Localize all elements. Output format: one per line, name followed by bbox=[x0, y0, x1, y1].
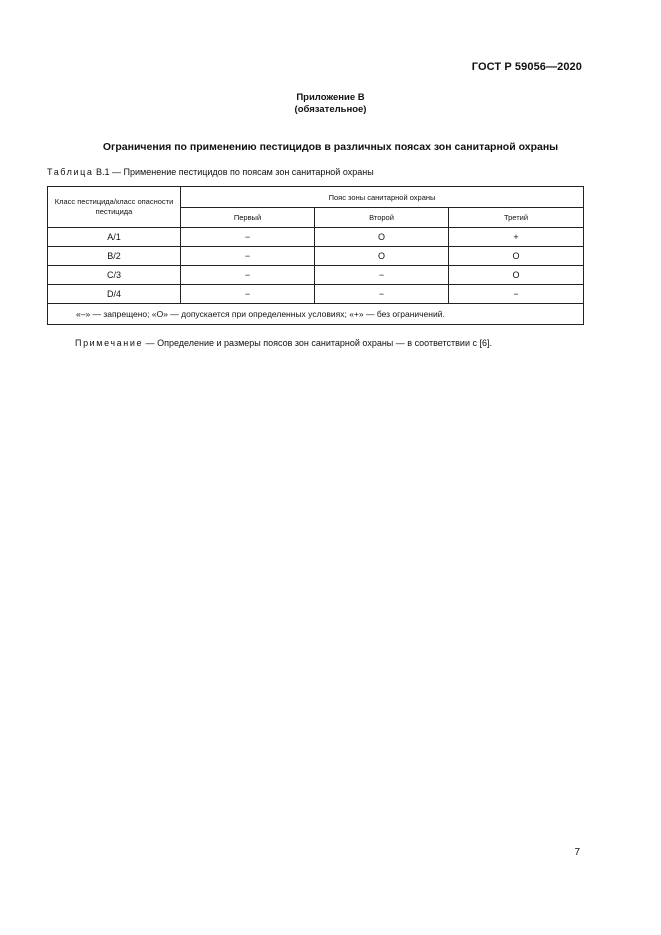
zone-value-cell: О bbox=[315, 228, 449, 247]
zone-value-cell: О bbox=[315, 247, 449, 266]
page-number: 7 bbox=[574, 847, 580, 858]
annex-title: Приложение В bbox=[296, 92, 365, 103]
zone-value-cell: − bbox=[181, 266, 315, 285]
zone-header-second: Второй bbox=[315, 208, 449, 228]
zone-value-cell: − bbox=[315, 266, 449, 285]
annex-heading bbox=[0, 92, 661, 116]
table-row bbox=[48, 285, 584, 304]
zone-value-cell: − bbox=[181, 247, 315, 266]
document-code: ГОСТ Р 59056—2020 bbox=[471, 61, 582, 73]
note bbox=[75, 338, 492, 348]
table-caption-number: В.1 bbox=[96, 167, 110, 177]
row-class-cell: D/4 bbox=[48, 285, 181, 304]
table-row bbox=[48, 247, 584, 266]
table-row bbox=[48, 228, 584, 247]
zone-value-cell: О bbox=[449, 247, 584, 266]
zone-value-cell: − bbox=[181, 228, 315, 247]
row-class-cell: В/2 bbox=[48, 247, 181, 266]
zone-header-third: Третий bbox=[449, 208, 584, 228]
table-caption-word: Таблица bbox=[47, 167, 94, 177]
row-class-cell: С/3 bbox=[48, 266, 181, 285]
class-column-header: Класс пестицида/класс опасности пестицида bbox=[48, 187, 181, 228]
table-row bbox=[48, 266, 584, 285]
zone-header-first: Первый bbox=[181, 208, 315, 228]
zone-value-cell: − bbox=[449, 285, 584, 304]
pesticide-table bbox=[47, 186, 584, 325]
zone-value-cell: О bbox=[449, 266, 584, 285]
note-text: — Определение и размеры поясов зон санитарной охраны — в соответствии с [6]. bbox=[145, 338, 492, 348]
zone-group-header: Пояс зоны санитарной охраны bbox=[181, 187, 584, 208]
zone-value-cell: + bbox=[449, 228, 584, 247]
section-title: Ограничения по применению пестицидов в различных поясах зон санитарной охраны bbox=[102, 141, 559, 153]
table-legend: «–» — запрещено; «О» — допускается при определенных условиях; «+» — без ограничений. bbox=[48, 304, 584, 325]
zone-value-cell: − bbox=[181, 285, 315, 304]
table-caption-text: — Применение пестицидов по поясам зон санитарной охраны bbox=[112, 167, 374, 177]
zone-value-cell: − bbox=[315, 285, 449, 304]
annex-status: (обязательное) bbox=[294, 104, 367, 115]
table-caption bbox=[47, 167, 374, 177]
note-label: Примечание bbox=[75, 338, 144, 348]
row-class-cell: А/1 bbox=[48, 228, 181, 247]
